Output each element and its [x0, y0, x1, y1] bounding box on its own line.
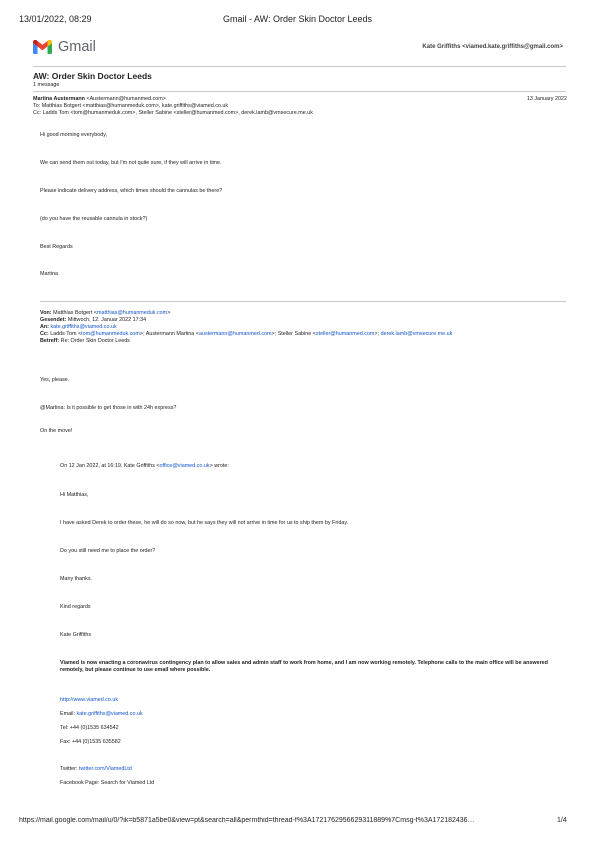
coronavirus-notice: Viamed is now enacting a coronavirus contingency plan to allow sales and admin staff to work from home, and I am now working remotely. Telephone calls to the main office will be answered remotely, but please continue to use email where possible.	[60, 660, 548, 673]
body-paragraph: We can send them out today, but I'm not quite sure, if they will arrive in time.	[40, 160, 222, 166]
twitter-link[interactable]: twitter.com/ViamedLtd	[78, 766, 132, 772]
cc-email-link[interactable]: tom@humanmeduk.com	[81, 331, 140, 337]
signature-fax: Fax: +44 (0)1535 635582	[60, 739, 121, 745]
nested-paragraph: Hi Matthias,	[60, 492, 89, 498]
account-name: Kate Griffiths	[422, 44, 461, 50]
sender-name: Martina Austermann	[33, 96, 85, 102]
nested-paragraph: Kind regards	[60, 604, 91, 610]
quoted-from-email-link[interactable]: matthias@humanmeduk.com	[96, 310, 168, 316]
signature-twitter: Twitter: twitter.com/ViamedLtd	[60, 766, 132, 772]
print-datetime: 13/01/2022, 08:29	[19, 14, 92, 24]
to-line: To: Matthias Botgert <matthias@humanmeduk.com>, kate.griffiths@viamed.co.uk	[33, 103, 229, 109]
signature-tel: Tel: +44 (0)1535 634542	[60, 725, 119, 731]
print-page-title: Gmail - AW: Order Skin Doctor Leeds	[222, 14, 373, 24]
cc-email-link[interactable]: austermann@humanmed.com	[198, 331, 272, 337]
print-url: https://mail.google.com/mail/u/0/?ik=b5871a5be0&view=pt&search=all&permthid=thread-f%3A1721762956629311889%7Cmsg-f%3A172182436…	[19, 817, 475, 824]
body-paragraph: (do you have the reusable cannula in stock?)	[40, 216, 148, 222]
quoted-paragraph: Yes, please.	[40, 377, 70, 383]
body-paragraph: Best Regards	[40, 244, 73, 250]
nested-paragraph: Many thanks.	[60, 576, 93, 582]
nested-intro-email-link[interactable]: office@viamed.co.uk	[159, 463, 210, 469]
quoted-from: Von: Matthias Botgert <matthias@humanmeduk.com>	[40, 310, 171, 316]
signature-email-link[interactable]: kate.griffiths@viamed.co.uk	[76, 711, 143, 717]
nested-intro: On 12 Jan 2022, at 16:19, Kate Griffiths <office@viamed.co.uk> wrote:	[60, 463, 229, 469]
divider	[33, 66, 566, 67]
quoted-paragraph: @Martina: Is it possible to get those in with 24h express?	[40, 405, 177, 411]
signature-email: Email: kate.griffiths@viamed.co.uk	[60, 711, 143, 717]
print-page-number: 1/4	[557, 817, 567, 824]
body-paragraph: Please indicate delivery address, which times should the cannulas be there?	[40, 188, 223, 194]
website-link[interactable]: http://www.viamed.co.uk	[60, 697, 119, 703]
cc-email-link[interactable]: steller@humanmed.com	[315, 331, 375, 337]
thread-subject: AW: Order Skin Doctor Leeds	[33, 71, 152, 81]
cc-line: Cc: Ladds Tom <tom@humanmeduk.com>, Steller Sabine <steller@humanmed.com>, derek.lamb@vmsecure.me.uk	[33, 110, 313, 116]
message-count: 1 message	[33, 82, 60, 88]
quoted-sent: Gesendet: Mittwoch, 12. Januar 2022 17:34	[40, 317, 147, 323]
gmail-logo-icon	[33, 40, 52, 54]
account-email: <viamed.kate.griffiths@gmail.com>	[462, 44, 563, 50]
nested-paragraph: Do you still need me to place the order?	[60, 548, 156, 554]
nested-paragraph: I have asked Derek to order these, he will do so now, but he says they will not arrive in time for us to ship them by Friday.	[60, 520, 349, 526]
quoted-cc: Cc: Ladds Tom <tom@humanmeduk.com>; Austermann Martina <austermann@humanmed.com>; Steller Sabine <steller@humanmed.com>; derek.lamb@vmsecure.me.uk	[40, 331, 453, 337]
quote-divider	[40, 301, 566, 302]
signature-facebook: Facebook Page: Search for Viamed Ltd	[60, 780, 155, 786]
nested-paragraph: Kate Griffiths	[60, 632, 92, 638]
quoted-paragraph: On the move!	[40, 428, 73, 434]
cc-email-link[interactable]: derek.lamb@vmsecure.me.uk	[380, 331, 453, 337]
quoted-to-email-link[interactable]: kate.griffiths@viamed.co.uk	[50, 324, 117, 330]
sender-email: <Austermann@humanmed.com>	[86, 96, 166, 102]
quoted-subject: Betreff: Re: Order Skin Doctor Leeds	[40, 338, 130, 344]
sender	[33, 96, 166, 103]
message-date: 13 January 2022	[526, 96, 567, 102]
body-paragraph: Hi good morning everybody,	[40, 132, 108, 138]
divider	[33, 91, 566, 92]
gmail-brand: Gmail	[58, 39, 96, 55]
quoted-to: An: kate.griffiths@viamed.co.uk	[40, 324, 117, 330]
account-info	[422, 44, 563, 50]
body-paragraph: Martina	[40, 271, 58, 277]
